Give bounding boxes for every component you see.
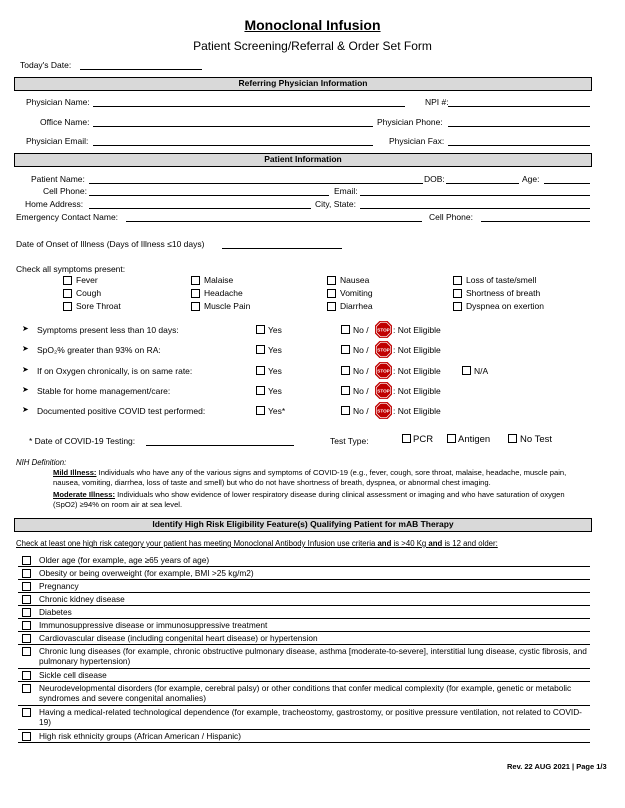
high-risk-label: Pregnancy — [39, 581, 79, 591]
emergency-cell-field[interactable] — [481, 221, 590, 222]
symptom-checkbox-nausea[interactable] — [327, 276, 336, 285]
svg-text:STOP: STOP — [377, 347, 390, 353]
moderate-illness-definition — [53, 490, 588, 510]
city-state-field[interactable] — [360, 208, 590, 209]
na-checkbox[interactable] — [462, 366, 471, 375]
todays-date-label: Today's Date: — [20, 60, 72, 70]
moderate-illness-term: Moderate Illness: — [53, 490, 116, 499]
symptom-checkbox-diarrhea[interactable] — [327, 302, 336, 311]
not-eligible-label: : Not Eligible — [393, 386, 441, 396]
symptom-label-headache: Headache — [204, 288, 243, 298]
criteria-yes-label: Yes — [268, 366, 282, 376]
high-risk-item — [18, 593, 590, 606]
criteria-no-label: No / — [353, 386, 369, 396]
criteria-no-checkbox[interactable] — [341, 386, 350, 395]
criteria-no-label: No / — [353, 366, 369, 376]
home-address-field[interactable] — [89, 208, 311, 209]
criteria-no-label: No / — [353, 345, 369, 355]
office-name-field[interactable] — [93, 126, 373, 127]
symptom-checkbox-malaise[interactable] — [191, 276, 200, 285]
high-risk-label: Cardiovascular disease (including congenital heart disease) or hypertension — [39, 633, 318, 643]
criteria-no-label: No / — [353, 406, 369, 416]
criteria-no-label: No / — [353, 325, 369, 335]
high-risk-label: Obesity or being overweight (for example, BMI >25 kg/m2) — [39, 568, 254, 578]
high-risk-item — [18, 554, 590, 567]
criteria-no-checkbox[interactable] — [341, 325, 350, 334]
criteria-yes-checkbox[interactable] — [256, 345, 265, 354]
high-risk-item — [18, 567, 590, 580]
emergency-cell-label: Cell Phone: — [429, 212, 473, 222]
symptom-checkbox-cough[interactable] — [63, 289, 72, 298]
onset-field[interactable] — [222, 248, 342, 249]
high-risk-instruction: Check at least one high risk category your patient has meeting Monoclonal Antibody Infusion use criteria and is >40 Kg and is 12 and older: — [16, 539, 498, 548]
covid-test-date-field[interactable] — [146, 445, 294, 446]
onset-label: Date of Onset of Illness (Days of Illness ≤10 days) — [16, 239, 205, 249]
symptom-checkbox-muscle-pain[interactable] — [191, 302, 200, 311]
high-risk-item — [18, 645, 590, 669]
high-risk-checkbox[interactable] — [22, 595, 31, 604]
arrow-bullet-icon: ➤ — [22, 365, 29, 374]
physician-fax-label: Physician Fax: — [389, 136, 445, 146]
referring-physician-header: Referring Physician Information — [14, 77, 592, 91]
office-name-label: Office Name: — [40, 117, 90, 127]
criteria-text: Stable for home management/care: — [37, 386, 171, 396]
npi-label: NPI #: — [425, 97, 449, 107]
mild-illness-definition — [53, 468, 588, 488]
arrow-bullet-icon: ➤ — [22, 405, 29, 414]
symptom-checkbox-loss-of-taste-smell[interactable] — [453, 276, 462, 285]
npi-field[interactable] — [448, 106, 590, 107]
high-risk-checkbox[interactable] — [22, 621, 31, 630]
symptom-checkbox-shortness-of-breath[interactable] — [453, 289, 462, 298]
dob-label: DOB: — [424, 174, 445, 184]
high-risk-item — [18, 619, 590, 632]
not-eligible-label: : Not Eligible — [393, 325, 441, 335]
high-risk-label: Having a medical-related technological dependence (for example, tracheostomy, gastrostomy, or positive pressure ventilation, not related to COVID-19) — [39, 707, 582, 727]
symptom-checkbox-vomiting[interactable] — [327, 289, 336, 298]
city-state-label: City, State: — [315, 199, 356, 209]
symptom-checkbox-sore-throat[interactable] — [63, 302, 72, 311]
high-risk-checkbox[interactable] — [22, 708, 31, 717]
high-risk-checkbox[interactable] — [22, 634, 31, 643]
high-risk-item — [18, 706, 590, 730]
symptom-label-dyspnea-on-exertion: Dyspnea on exertion — [466, 301, 544, 311]
symptom-label-muscle-pain: Muscle Pain — [204, 301, 251, 311]
form-subtitle: Patient Screening/Referral & Order Set Form — [193, 39, 432, 53]
patient-name-label: Patient Name: — [31, 174, 85, 184]
svg-text:STOP: STOP — [377, 388, 390, 394]
criteria-text: SpO₂% greater than 93% on RA: — [37, 345, 161, 355]
dob-field[interactable] — [446, 183, 519, 184]
not-eligible-label: : Not Eligible — [393, 345, 441, 355]
age-field[interactable] — [544, 183, 590, 184]
physician-email-label: Physician Email: — [26, 136, 89, 146]
age-label: Age: — [522, 174, 540, 184]
nih-definition-heading: NIH Definition: — [16, 458, 67, 467]
criteria-yes-checkbox[interactable] — [256, 325, 265, 334]
pcr-label: PCR — [413, 434, 434, 445]
criteria-no-checkbox[interactable] — [341, 345, 350, 354]
criteria-yes-label: Yes — [268, 386, 282, 396]
high-risk-checkbox[interactable] — [22, 647, 31, 656]
covid-test-date-label: * Date of COVID-19 Testing: — [29, 436, 136, 446]
criteria-yes-label: Yes — [268, 345, 282, 355]
todays-date-field[interactable] — [80, 69, 202, 70]
symptom-label-nausea: Nausea — [340, 275, 370, 285]
home-address-label: Home Address: — [25, 199, 84, 209]
not-eligible-label: : Not Eligible — [393, 366, 441, 376]
physician-email-field[interactable] — [93, 145, 373, 146]
high-risk-checkbox[interactable] — [22, 608, 31, 617]
high-risk-checkbox[interactable] — [22, 671, 31, 680]
criteria-no-checkbox[interactable] — [341, 406, 350, 415]
criteria-yes-label: Yes* — [268, 406, 286, 416]
svg-text:STOP: STOP — [377, 327, 390, 333]
high-risk-label: Older age (for example, age ≥65 years of age) — [39, 555, 210, 565]
physician-name-field[interactable] — [93, 106, 405, 107]
high-risk-item — [18, 580, 590, 593]
criteria-no-checkbox[interactable] — [341, 366, 350, 375]
stop-sign-icon — [375, 382, 392, 399]
svg-text:STOP: STOP — [377, 368, 390, 374]
high-risk-label: Chronic lung diseases (for example, chronic obstructive pulmonary disease, asthma [moderate-to-severe], interstitial lung disease, cystic fibrosis, and pulmonary hypertension) — [39, 646, 587, 666]
email-label: Email: — [334, 186, 358, 196]
symptom-label-shortness-of-breath: Shortness of breath — [466, 288, 541, 298]
pcr-checkbox[interactable] — [402, 434, 411, 443]
stop-sign-icon — [375, 362, 392, 379]
svg-text:STOP: STOP — [377, 408, 390, 414]
no-test-checkbox[interactable] — [508, 434, 517, 443]
antigen-label: Antigen — [458, 434, 491, 445]
mild-illness-text: Individuals who have any of the various signs and symptoms of COVID-19 (e.g., fever, cough, sore throat, malaise, headache, muscle pain, nausea, vomiting, diarrhea, loss of taste and smell) but who do not have shortness of breath, dyspnea, or abnormal chest imaging. — [53, 468, 567, 487]
patient-info-header: Patient Information — [14, 153, 592, 167]
physician-fax-field[interactable] — [448, 145, 590, 146]
test-type-label: Test Type: — [330, 436, 369, 446]
cell-phone-field[interactable] — [89, 195, 329, 196]
symptom-label-diarrhea: Diarrhea — [340, 301, 373, 311]
symptom-label-loss-of-taste-smell: Loss of taste/smell — [466, 275, 537, 285]
email-field[interactable] — [360, 195, 590, 196]
criteria-yes-checkbox[interactable] — [256, 406, 265, 415]
patient-name-field[interactable] — [89, 183, 423, 184]
symptom-checkbox-headache[interactable] — [191, 289, 200, 298]
symptom-label-fever: Fever — [76, 275, 98, 285]
na-label: N/A — [474, 366, 489, 376]
high-risk-checkbox[interactable] — [22, 684, 31, 693]
symptoms-prompt: Check all symptoms present: — [16, 264, 126, 274]
symptom-label-sore-throat: Sore Throat — [76, 301, 121, 311]
moderate-illness-text: Individuals who show evidence of lower respiratory disease during clinical assessment or imaging and who have saturation of oxygen (SpO2) ≥94% on room air at sea level. — [53, 490, 565, 509]
no-test-label: No Test — [520, 434, 553, 445]
high-risk-label: Chronic kidney disease — [39, 594, 125, 604]
high-risk-item — [18, 632, 590, 645]
physician-phone-field[interactable] — [448, 126, 590, 127]
stop-sign-icon — [375, 402, 392, 419]
cell-phone-label: Cell Phone: — [43, 186, 87, 196]
physician-phone-label: Physician Phone: — [377, 117, 443, 127]
arrow-bullet-icon: ➤ — [22, 344, 29, 353]
high-risk-item — [18, 669, 590, 682]
high-risk-label: Diabetes — [39, 607, 72, 617]
criteria-yes-checkbox[interactable] — [256, 386, 265, 395]
stop-sign-icon — [375, 321, 392, 338]
emergency-contact-label: Emergency Contact Name: — [16, 212, 119, 222]
criteria-yes-checkbox[interactable] — [256, 366, 265, 375]
symptom-label-cough: Cough — [76, 288, 102, 298]
symptom-checkbox-fever[interactable] — [63, 276, 72, 285]
emergency-contact-field[interactable] — [126, 221, 422, 222]
high-risk-item — [18, 682, 590, 706]
high-risk-header: Identify High Risk Eligibility Feature(s) Qualifying Patient for mAB Therapy — [14, 518, 592, 532]
high-risk-label: Immunosuppressive disease or immunosuppressive treatment — [39, 620, 268, 630]
criteria-text: Documented positive COVID test performed: — [37, 406, 206, 416]
physician-name-label: Physician Name: — [26, 97, 90, 107]
high-risk-label: High risk ethnicity groups (African American / Hispanic) — [39, 731, 241, 741]
criteria-text: If on Oxygen chronically, is on same rate: — [37, 366, 193, 376]
high-risk-checkbox[interactable] — [22, 732, 31, 741]
arrow-bullet-icon: ➤ — [22, 385, 29, 394]
form-title: Monoclonal Infusion — [244, 17, 381, 33]
symptom-checkbox-dyspnea-on-exertion[interactable] — [453, 302, 462, 311]
high-risk-label: Sickle cell disease — [39, 670, 107, 680]
symptom-label-vomiting: Vomiting — [340, 288, 373, 298]
high-risk-item — [18, 730, 590, 743]
high-risk-item — [18, 606, 590, 619]
not-eligible-label: : Not Eligible — [393, 406, 441, 416]
symptom-label-malaise: Malaise — [204, 275, 234, 285]
high-risk-checkbox[interactable] — [22, 569, 31, 578]
mild-illness-term: Mild Illness: — [53, 468, 97, 477]
antigen-checkbox[interactable] — [447, 434, 456, 443]
revision-footer: Rev. 22 AUG 2021 | Page 1/3 — [507, 762, 607, 771]
high-risk-label: Neurodevelopmental disorders (for example, cerebral palsy) or other conditions that confer medical complexity (for example, genetic or metabolic syndromes and severe congenital anomalies) — [39, 683, 572, 703]
criteria-yes-label: Yes — [268, 325, 282, 335]
high-risk-checkbox[interactable] — [22, 556, 31, 565]
arrow-bullet-icon: ➤ — [22, 324, 29, 333]
criteria-text: Symptoms present less than 10 days: — [37, 325, 179, 335]
high-risk-checkbox[interactable] — [22, 582, 31, 591]
stop-sign-icon — [375, 341, 392, 358]
